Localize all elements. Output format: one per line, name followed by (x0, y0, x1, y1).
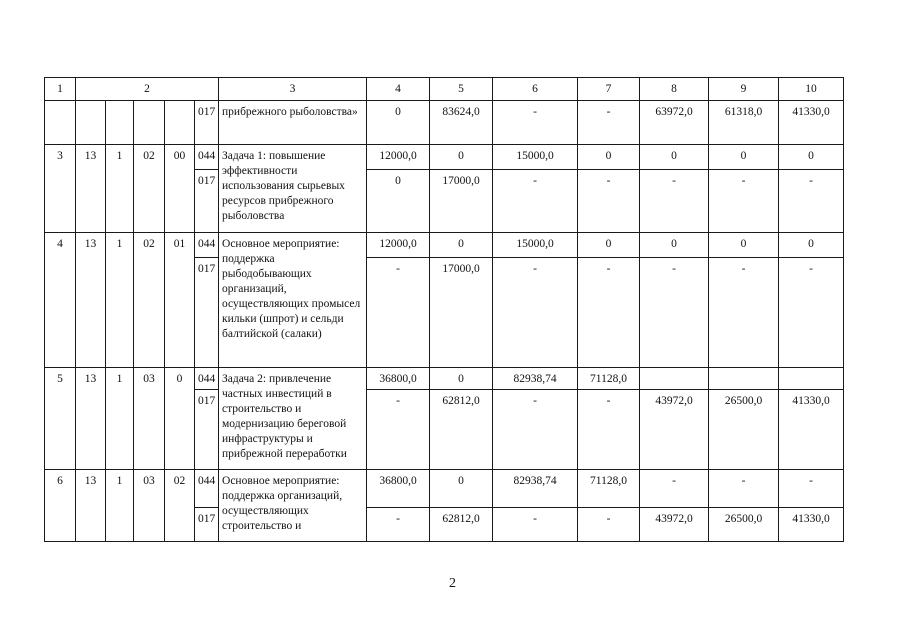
header-cell: 2 (76, 78, 219, 101)
value-cell: - (709, 170, 779, 233)
value-cell: - (640, 470, 709, 508)
description-cell: прибрежного рыболовства» (219, 101, 367, 145)
value-cell: 0 (578, 233, 640, 258)
header-cell: 1 (45, 78, 76, 101)
value-cell: 0 (779, 145, 844, 170)
header-cell: 9 (709, 78, 779, 101)
code-cell: 017 (195, 101, 219, 145)
value-cell: 71128,0 (578, 368, 640, 390)
row-number: 3 (45, 145, 76, 233)
value-cell: 0 (430, 368, 493, 390)
value-cell: 61318,0 (709, 101, 779, 145)
value-cell: 43972,0 (640, 508, 709, 542)
value-cell: - (779, 170, 844, 233)
header-cell: 7 (578, 78, 640, 101)
code-cell: 13 (76, 233, 106, 368)
code-cell: 017 (195, 508, 219, 542)
value-cell: 26500,0 (709, 508, 779, 542)
description-cell: Задача 1: повышение эффективности использования сырьевых ресурсов прибрежного рыболовства (219, 145, 367, 233)
code-cell: 044 (195, 470, 219, 508)
value-cell (709, 368, 779, 390)
value-cell: 0 (709, 233, 779, 258)
code-cell: 044 (195, 368, 219, 390)
value-cell: - (493, 390, 578, 470)
value-cell: 0 (367, 170, 430, 233)
header-cell: 6 (493, 78, 578, 101)
table-row (45, 101, 844, 145)
code-cell: 13 (76, 470, 106, 542)
value-cell: - (578, 101, 640, 145)
value-cell: 15000,0 (493, 233, 578, 258)
code-cell: 00 (165, 145, 195, 233)
value-cell: - (578, 508, 640, 542)
code-cell: 13 (76, 368, 106, 470)
value-cell: 36800,0 (367, 368, 430, 390)
value-cell (779, 368, 844, 390)
budget-table (44, 77, 844, 542)
value-cell: - (493, 258, 578, 368)
code-cell: 017 (195, 170, 219, 233)
table-row (45, 145, 844, 170)
value-cell: - (578, 170, 640, 233)
value-cell: 0 (430, 145, 493, 170)
value-cell: - (493, 101, 578, 145)
value-cell: - (367, 508, 430, 542)
value-cell: 0 (709, 145, 779, 170)
header-cell: 3 (219, 78, 367, 101)
value-cell: 83624,0 (430, 101, 493, 145)
value-cell: - (493, 170, 578, 233)
table-row (45, 470, 844, 508)
value-cell: 0 (430, 233, 493, 258)
description-cell: Задача 2: привлечение частных инвестиций в строительство и модернизацию береговой инфраструктуры и прибрежной переработки (219, 368, 367, 470)
code-cell: 01 (165, 233, 195, 368)
value-cell: 36800,0 (367, 470, 430, 508)
table-row (45, 368, 844, 390)
value-cell: 15000,0 (493, 145, 578, 170)
header-cell: 5 (430, 78, 493, 101)
code-cell: 13 (76, 145, 106, 233)
value-cell: 12000,0 (367, 233, 430, 258)
value-cell (640, 368, 709, 390)
description-cell: Основное мероприятие: поддержка рыбодобывающих организаций, осуществляющих промысел кильки (шпрот) и сельди балтийской (салаки) (219, 233, 367, 368)
code-cell: 1 (106, 145, 134, 233)
code-cell: 1 (106, 470, 134, 542)
page-number: 2 (449, 576, 456, 591)
header-cell: 4 (367, 78, 430, 101)
code-cell: 02 (134, 145, 165, 233)
value-cell: 0 (367, 101, 430, 145)
value-cell: 17000,0 (430, 258, 493, 368)
code-cell: 017 (195, 390, 219, 470)
value-cell: 0 (578, 145, 640, 170)
value-cell: - (578, 258, 640, 368)
value-cell: 17000,0 (430, 170, 493, 233)
value-cell: - (640, 258, 709, 368)
value-cell: 82938,74 (493, 368, 578, 390)
header-cell: 8 (640, 78, 709, 101)
value-cell: 0 (640, 145, 709, 170)
code-cell: 02 (165, 470, 195, 542)
row-number: 5 (45, 368, 76, 470)
value-cell: 41330,0 (779, 508, 844, 542)
code-cell: 0 (165, 368, 195, 470)
value-cell: 0 (779, 233, 844, 258)
value-cell: - (367, 258, 430, 368)
description-cell: Основное мероприятие: поддержка организаций, осуществляющих строительство и (219, 470, 367, 542)
value-cell: 62812,0 (430, 508, 493, 542)
table-row (45, 233, 844, 258)
value-cell: - (493, 508, 578, 542)
code-cell: 02 (134, 233, 165, 368)
code-cell: 03 (134, 470, 165, 542)
code-cell: 044 (195, 233, 219, 258)
value-cell: - (640, 170, 709, 233)
value-cell: 12000,0 (367, 145, 430, 170)
code-cell: 03 (134, 368, 165, 470)
value-cell: - (709, 258, 779, 368)
value-cell: 41330,0 (779, 101, 844, 145)
row-number: 4 (45, 233, 76, 368)
value-cell: - (779, 258, 844, 368)
value-cell: - (367, 390, 430, 470)
row-number: 6 (45, 470, 76, 542)
value-cell: - (779, 470, 844, 508)
code-cell: 017 (195, 258, 219, 368)
value-cell: 63972,0 (640, 101, 709, 145)
header-row (45, 78, 844, 101)
value-cell: 0 (640, 233, 709, 258)
header-cell: 10 (779, 78, 844, 101)
value-cell: - (578, 390, 640, 470)
code-cell: 1 (106, 368, 134, 470)
value-cell: 43972,0 (640, 390, 709, 470)
code-cell: 1 (106, 233, 134, 368)
value-cell: 62812,0 (430, 390, 493, 470)
value-cell: 71128,0 (578, 470, 640, 508)
value-cell: 41330,0 (779, 390, 844, 470)
value-cell: 26500,0 (709, 390, 779, 470)
value-cell: 0 (430, 470, 493, 508)
value-cell: - (709, 470, 779, 508)
code-cell: 044 (195, 145, 219, 170)
value-cell: 82938,74 (493, 470, 578, 508)
